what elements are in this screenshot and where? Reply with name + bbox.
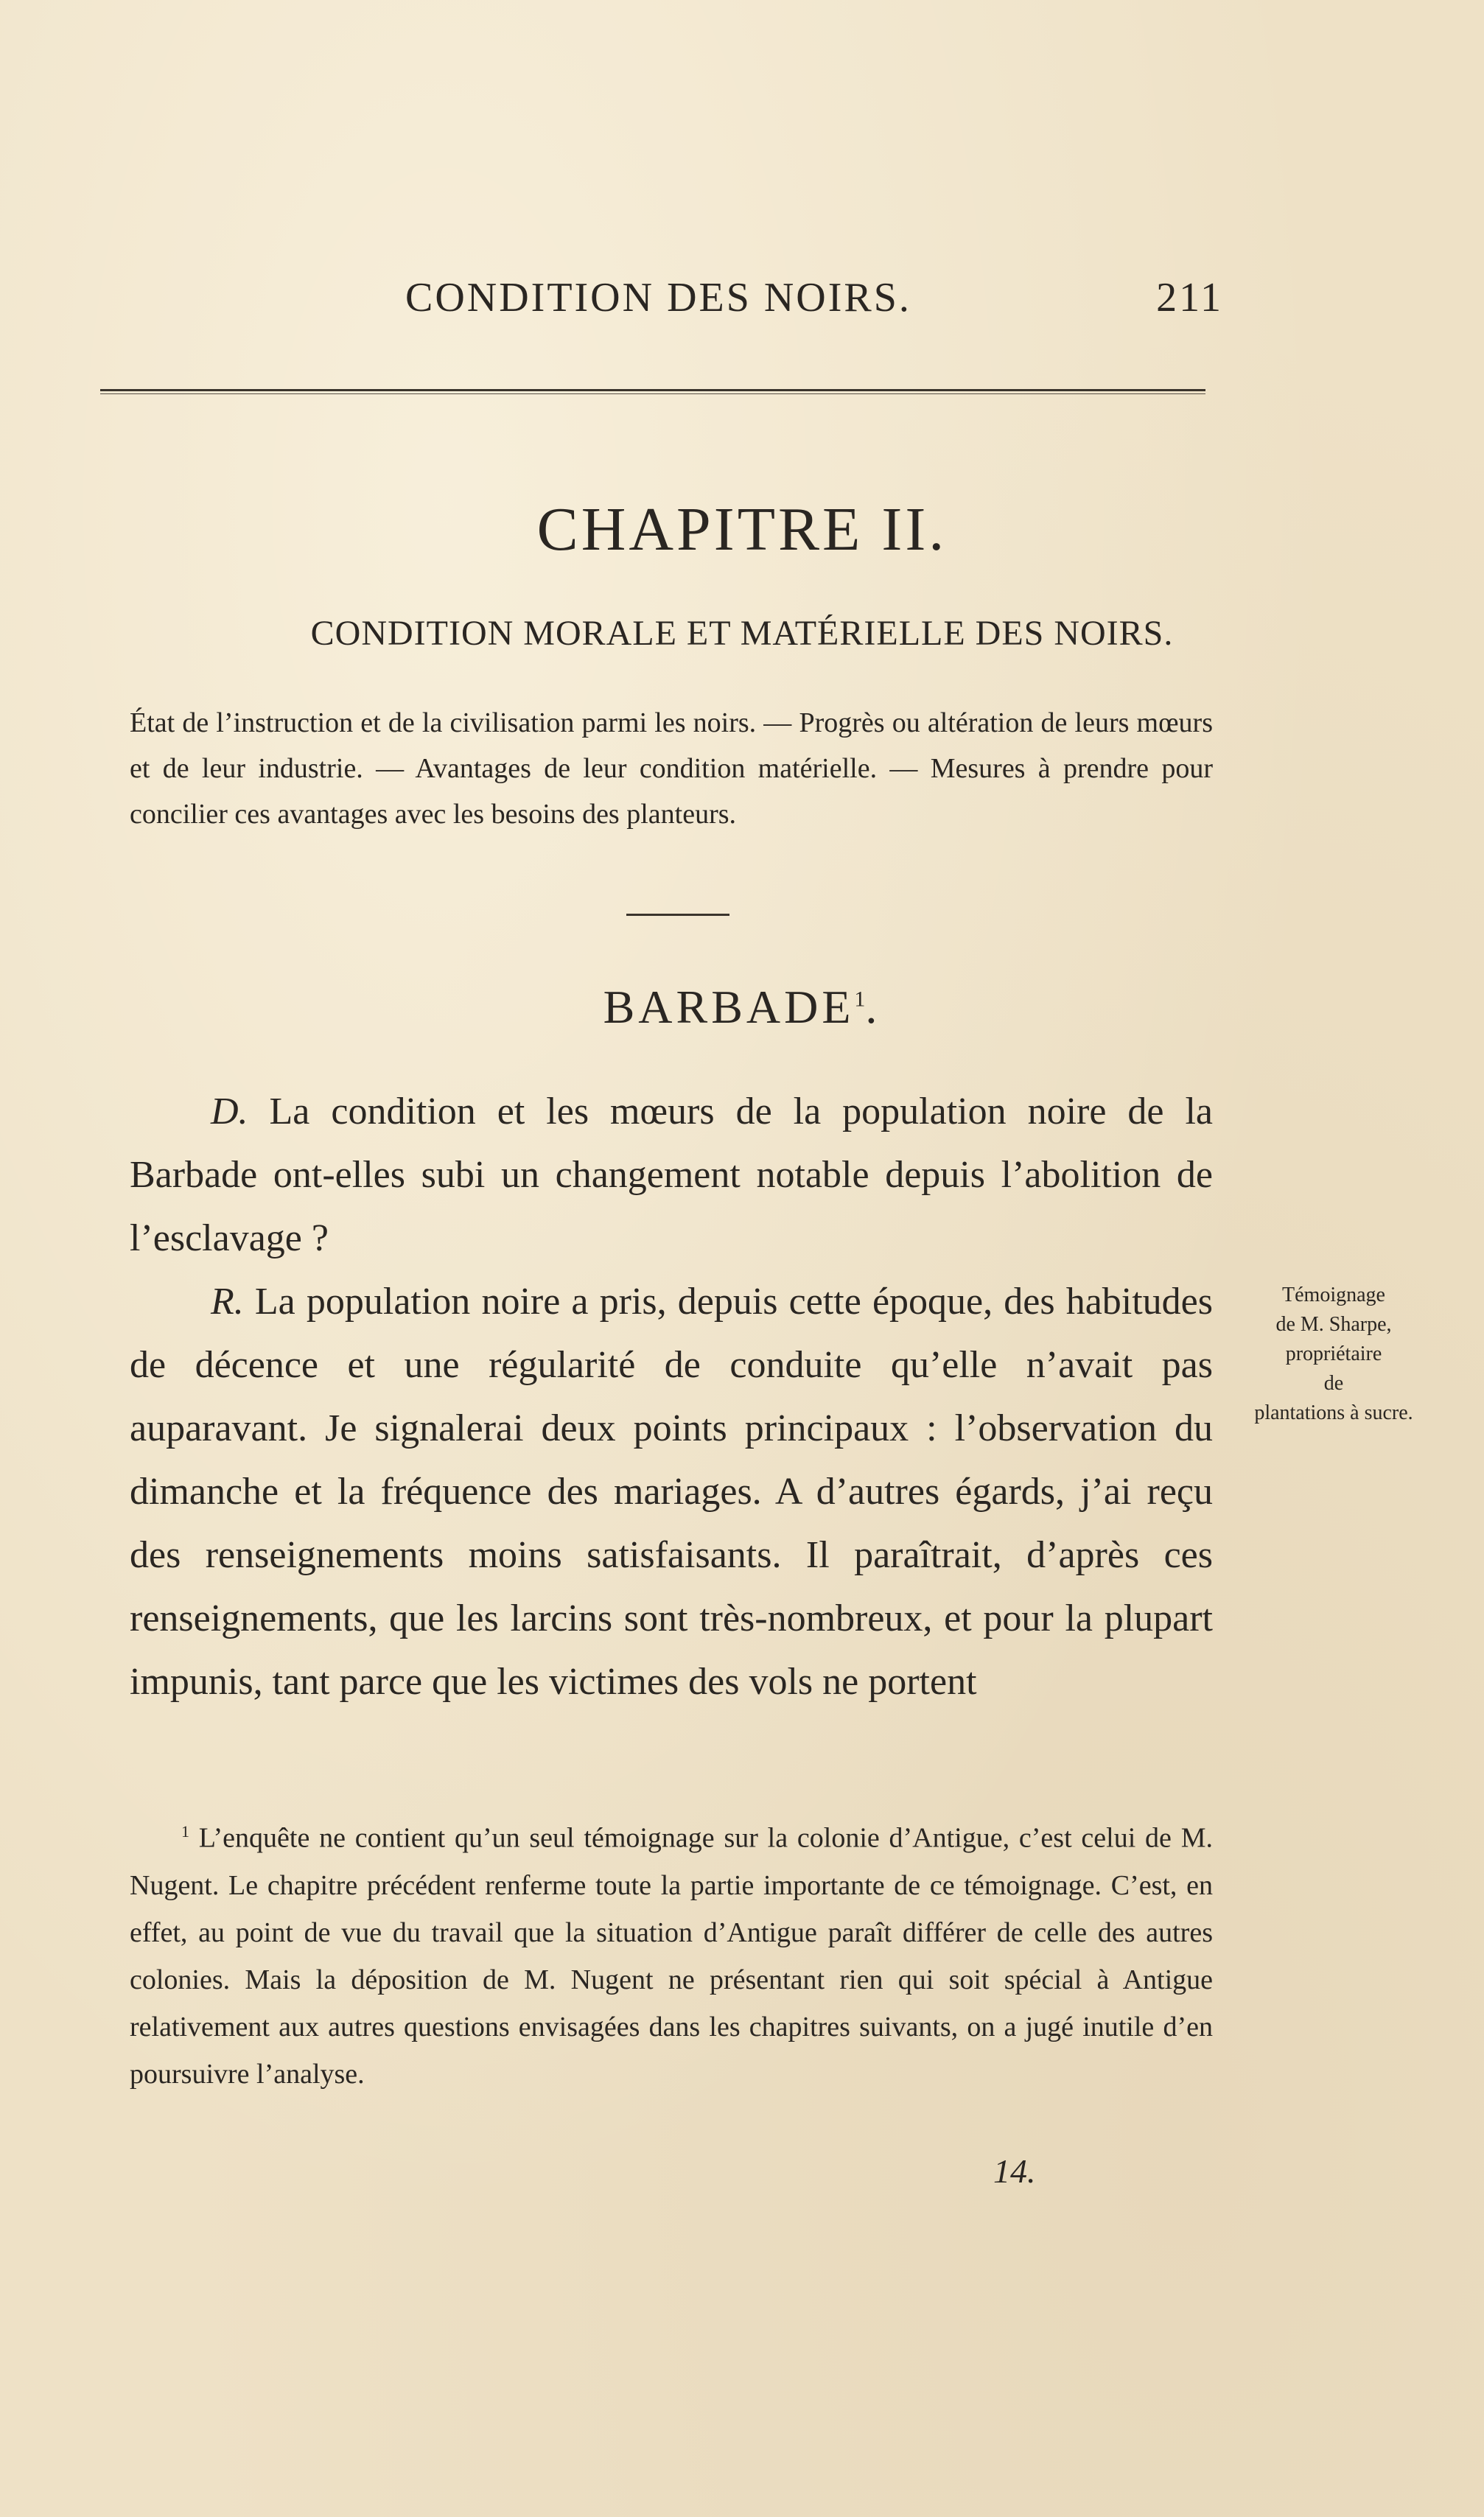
footnote-text: L’enquête ne contient qu’un seul témoignage sur la colonie d’Antigue, c’est celui de M. Nugent. Le chapitre précédent renferme toute la partie importante de ce témoignage. C’est, en effet, au point de vue du travail que la situation d’Antigue paraît différer de celle des autres colonies. Mais la déposition de M. Nugent ne présentant rien qui soit spécial à Antigue relativement aux autres questions envisagées dans les chapitres suivants, on a jugé inutile d’en poursuivre l’analyse. <box>130 1822 1213 2090</box>
margin-note-line: Témoignage <box>1282 1284 1385 1306</box>
page-number: 211 <box>1156 275 1223 321</box>
footnote-paragraph <box>130 1808 1213 2098</box>
answer-text: La population noire a pris, depuis cette époque, des habitudes de décence et une régularité de conduite qu’elle n’avait pas auparavant. Je signalerai deux points principaux : l’observation du dimanche et la fréquence des mariages. A d’autres égards, j’ai reçu des renseignements moins satisfaisants. Il paraîtrait, d’après ces renseignements, que les larcins sont très-nombreux, et pour la plupart impunis, tant parce que les victimes des vols ne portent <box>130 1281 1213 1703</box>
signature-mark: 14. <box>993 2152 1036 2190</box>
margin-note-line: plantations à sucre. <box>1254 1401 1413 1424</box>
section-title-text: BARBADE <box>603 981 855 1033</box>
running-head <box>405 274 1223 333</box>
running-head-title: CONDITION DES NOIRS. <box>405 275 911 321</box>
section-title: BARBADE$^1$. <box>603 981 881 1033</box>
footnote-reference: 1 <box>854 987 866 1012</box>
margin-note-line: de M. Sharpe, <box>1275 1313 1392 1336</box>
question-label: D. <box>211 1091 248 1133</box>
footnote-marker: 1 <box>181 1822 189 1841</box>
body-text <box>130 1080 1213 1714</box>
header-double-rule <box>100 389 1205 394</box>
footnote <box>130 1808 1213 2098</box>
margin-note-line: propriétaire <box>1285 1342 1382 1365</box>
section-divider <box>626 914 729 916</box>
chapter-subtitle: CONDITION MORALE ET MATÉRIELLE DES NOIRS. <box>310 614 1174 653</box>
chapter-summary: État de l’instruction et de la civilisation parmi les noirs. — Progrès ou altération de leurs mœurs et de leur industrie. — Avantages de leur condition matérielle. — Mesures à prendre pour concilier ces avantages avec les besoins des planteurs. <box>130 707 1213 830</box>
margin-note-line: de <box>1323 1372 1344 1395</box>
margin-note <box>1208 1281 1459 1428</box>
answer-label: R. <box>211 1281 244 1323</box>
chapter-heading: CHAPITRE II. <box>536 495 948 564</box>
question-text: La condition et les mœurs de la population noire de la Barbade ont-elles subi un changement notable depuis l’abolition de l’esclavage ? <box>130 1091 1213 1259</box>
question-paragraph <box>130 1080 1213 1270</box>
answer-paragraph <box>130 1270 1213 1714</box>
